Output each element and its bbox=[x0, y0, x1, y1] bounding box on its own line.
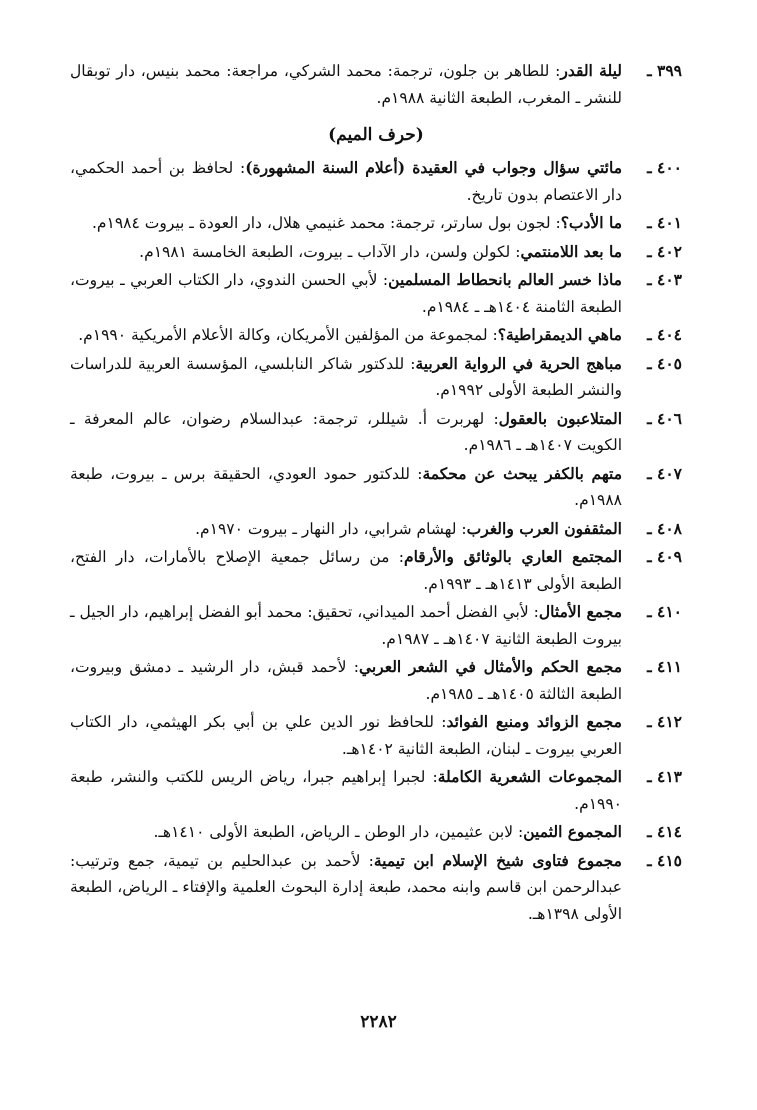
section-heading: (حرف الميم) bbox=[328, 125, 424, 145]
bibliography-entry bbox=[70, 819, 682, 846]
entry-text: : لابن عثيمين، دار الوطن ـ الرياض، الطبعة الأولى ١٤١٠هـ. bbox=[153, 823, 524, 841]
entry-number: ٣٩٩ ـ bbox=[647, 61, 682, 80]
bibliography-entry bbox=[70, 406, 682, 459]
bibliography-entry bbox=[70, 58, 682, 111]
bibliography-entry bbox=[70, 544, 682, 597]
entry-title: مباهج الحرية في الرواية العربية bbox=[415, 353, 622, 373]
entry-title: المتلاعبون بالعقول bbox=[498, 408, 622, 428]
entry-title: ليلة القدر bbox=[560, 61, 622, 80]
entry-number: ٤٠٠ ـ bbox=[647, 158, 682, 177]
bibliography-entry bbox=[70, 709, 682, 762]
entry-text: : للدكتور حمود العودي، الحقيقة برس ـ بيروت، طبعة ١٩٨٨م. bbox=[70, 464, 622, 509]
bibliography-page bbox=[70, 58, 682, 929]
bibliography-entry bbox=[70, 210, 682, 237]
bibliography-entry bbox=[70, 764, 682, 817]
entry-number: ٤٠٦ ـ bbox=[647, 408, 682, 428]
entry-number: ٤٠١ ـ bbox=[647, 213, 682, 232]
entry-title: مائتي سؤال وجواب في العقيدة (أعلام السنة المشهورة) bbox=[245, 158, 623, 177]
entry-text: : لحافظ بن أحمد الحكمي، دار الاعتصام بدون تاريخ. bbox=[70, 159, 622, 204]
entry-title: مجمع الحكم والأمثال في الشعر العربي bbox=[358, 657, 622, 676]
entry-number: ٤١٢ ـ bbox=[647, 712, 682, 731]
bibliography-entry bbox=[70, 155, 682, 208]
entry-title: المثقفون العرب والغرب bbox=[466, 518, 622, 538]
entry-text: : لأحمد بن عبدالحليم بن تيمية، جمع وترتيب: عبدالرحمن ابن قاسم وابنه محمد، طبعة إدارة البحوث العلمية والإفتاء ـ الرياض، الطبعة الأولى ١٣٩٨هـ. bbox=[70, 851, 622, 923]
entry-title: المجموع الثمين bbox=[523, 822, 622, 841]
entry-title: متهم بالكفر يبحث عن محكمة bbox=[422, 463, 622, 483]
entry-title: مجموع فتاوى شيخ الإسلام ابن تيمية bbox=[373, 850, 622, 870]
bibliography-entry bbox=[70, 848, 682, 928]
entry-number: ٤٠٩ ـ bbox=[647, 547, 682, 566]
bibliography-entry bbox=[70, 461, 682, 514]
bibliography-entry bbox=[70, 516, 682, 543]
entry-text: : للدكتور شاكر النابلسي، المؤسسة العربية للدراسات والنشر الطبعة الأولى ١٩٩٢م. bbox=[70, 354, 622, 399]
entry-text: : لكولن ولسن، دار الآداب ـ بيروت، الطبعة الخامسة ١٩٨١م. bbox=[139, 242, 521, 261]
entry-text: : لجون بول سارتر، ترجمة: محمد غنيمي هلال، دار العودة ـ بيروت ١٩٨٤م. bbox=[91, 214, 561, 232]
entry-number: ٤١٣ ـ bbox=[647, 767, 682, 786]
entry-text: : لأبي الفضل أحمد الميداني، تحقيق: محمد أبو الفضل إبراهيم، دار الجيل ـ بيروت الطبعة الثانية ١٤٠٧هـ ـ ١٩٨٧م. bbox=[70, 603, 622, 648]
entry-title: مجمع الأمثال bbox=[538, 602, 623, 621]
entry-number: ٤٠٢ ـ bbox=[647, 241, 682, 261]
entry-title: المجتمع العاري بالوثائق والأرقام bbox=[403, 547, 622, 566]
entry-title: ما بعد اللامنتمي bbox=[520, 241, 622, 261]
entry-number: ٤١٥ ـ bbox=[647, 850, 682, 870]
entry-text: : للطاهر بن جلون، ترجمة: محمد الشركي، مراجعة: محمد بنيس، دار توبقال للنشر ـ المغرب، الطبعة الثانية ١٩٨٨م. bbox=[70, 62, 622, 107]
bibliography-entry bbox=[70, 351, 682, 404]
entry-title: ماذا خسر العالم بانحطاط المسلمين bbox=[388, 270, 622, 289]
entry-number: ٤٠٨ ـ bbox=[647, 518, 682, 538]
entry-title: المجموعات الشعرية الكاملة bbox=[437, 767, 622, 786]
bibliography-entry bbox=[70, 239, 682, 266]
entry-text: : من رسائل جمعية الإصلاح بالأمارات، دار الفتح، الطبعة الأولى ١٤١٣هـ ـ ١٩٩٣م. bbox=[70, 548, 622, 593]
entry-text: : للحافظ نور الدين علي بن أبي بكر الهيثمي، دار الكتاب العربي بيروت ـ لبنان، الطبعة الثانية ١٤٠٢هـ. bbox=[70, 713, 622, 758]
entry-text: : لأحمد قبش، دار الرشيد ـ دمشق وبيروت، الطبعة الثالثة ١٤٠٥هـ ـ ١٩٨٥م. bbox=[70, 658, 622, 703]
bibliography-entry bbox=[70, 654, 682, 707]
entry-number: ٤٠٤ ـ bbox=[647, 325, 682, 344]
entry-title: ما الأدب؟ bbox=[560, 213, 622, 232]
entry-text: : لمجموعة من المؤلفين الأمريكان، وكالة الأعلام الأمريكية ١٩٩٠م. bbox=[78, 326, 498, 344]
entry-list bbox=[70, 155, 682, 927]
entry-title: مجمع الزوائد ومنبع الفوائد bbox=[446, 712, 622, 731]
page-number: ٢٢٨٢ bbox=[360, 1012, 397, 1032]
entry-text: : لأبي الحسن الندوي، دار الكتاب العربي ـ بيروت، الطبعة الثامنة ١٤٠٤هـ ـ ١٩٨٤م. bbox=[70, 271, 622, 316]
entry-text: : لهشام شرابي، دار النهار ـ بيروت ١٩٧٠م. bbox=[195, 519, 467, 538]
entry-title: ماهي الديمقراطية؟ bbox=[497, 325, 622, 344]
entry-number: ٤٠٥ ـ bbox=[647, 353, 682, 373]
bibliography-entry bbox=[70, 322, 682, 349]
bibliography-entry bbox=[70, 599, 682, 652]
entry-number: ٤١١ ـ bbox=[647, 657, 682, 676]
entry-number: ٤٠٣ ـ bbox=[647, 270, 682, 289]
bibliography-entry bbox=[70, 267, 682, 320]
entry-number: ٤١٠ ـ bbox=[647, 602, 682, 621]
entry-text: : لجبرا إبراهيم جبرا، رياض الريس للكتب والنشر، طبعة ١٩٩٠م. bbox=[70, 768, 622, 813]
entry-text: : لهربرت أ. شيللر، ترجمة: عبدالسلام رضوان، عالم المعرفة ـ الكويت ١٤٠٧هـ ـ ١٩٨٦م. bbox=[70, 409, 622, 454]
entry-number: ٤٠٧ ـ bbox=[647, 463, 682, 483]
entry-number: ٤١٤ ـ bbox=[647, 822, 682, 841]
